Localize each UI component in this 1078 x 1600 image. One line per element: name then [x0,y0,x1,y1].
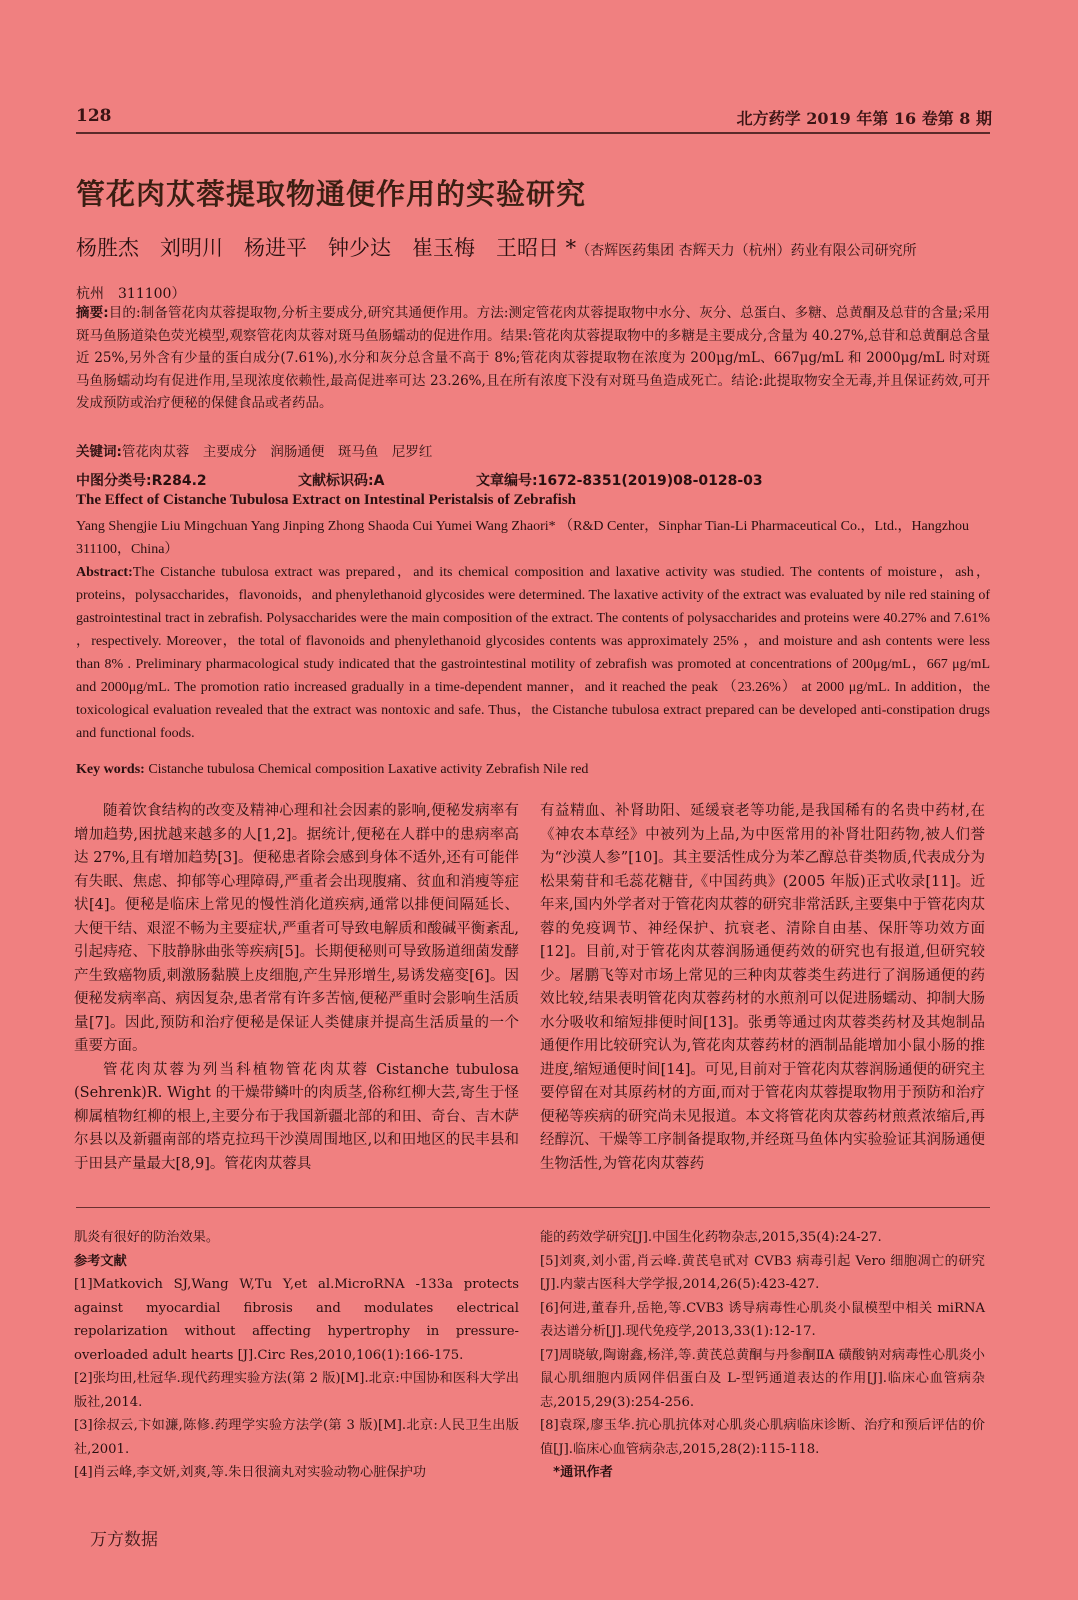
english-authors: Yang Shengjie Liu Mingchuan Yang Jinping Zhong Shaoda Cui Yumei Wang Zhaori* （R&D Center，Sinphar Tian-Li Pharmaceutical Co.，Ltd.，Hangzhou 311100，China） [76,519,969,557]
header-rule [76,132,990,134]
journal-header: 北方药学 2019 年第 16 卷第 8 期 [736,109,992,128]
english-keywords-text: Cistanche tubulosa Chemical composition Laxative activity Zebrafish Nile red [144,762,589,777]
reference-item: [5]刘爽,刘小雷,肖云峰.黄芪皂甙对 CVB3 病毒引起 Vero 细胞凋亡的研究[J].内蒙古医科大学学报,2014,26(5):423-427. [540,1253,985,1292]
chinese-abstract-label: 摘要: [76,305,109,321]
chinese-abstract [76,302,990,415]
corresponding-author-note: *通讯作者 [540,1465,613,1480]
english-title: The Effect of Cistanche Tubulosa Extract on Intestinal Peristalsis of Zebrafish [76,492,577,508]
body-paragraph: 随着饮食结构的改变及精神心理和社会因素的影响,便秘发病率有增加趋势,困扰越来越多的人[1,2]。据统计,便秘在人群中的患病率高达 27%,且有增加趋势[3]。便秘患者除会感到身体不适外,还有可能伴有失眠、焦虑、抑郁等心理障碍,严重者会出现腹痛、贫血和消瘦等症状[4]。便秘是临床上常见的慢性消化道疾病,通常以排便间隔延长、大便干结、艰涩不畅为主要症状,严重者可导致电解质和酸碱平衡紊乱,引起痔疮、下肢静脉曲张等疾病[5]。长期便秘则可导致肠道细菌发酵产生致癌物质,刺激肠黏膜上皮细胞,产生异形增生,易诱发癌变[6]。因便秘发病率高、病因复杂,患者常有许多苦恼,便秘严重时会影响生活质量[7]。因此,预防和治疗便秘是保证人类健康并提高生活质量的一个重要方面。 [74,803,519,1054]
references-right [540,1226,985,1485]
reference-item: [6]何进,董春升,岳艳,等.CVB3 诱导病毒性心肌炎小鼠模型中相关 miRNA 表达谱分析[J].现代免疫学,2013,33(1):12-17. [540,1300,985,1339]
chinese-keywords [76,441,990,463]
body-paragraph: 管花肉苁蓉为列当科植物管花肉苁蓉 Cistanche tubulosa (Sehrenk)R. Wight 的干燥带鳞叶的肉质茎,俗称红柳大芸,寄生于怪柳属植物红柳的根上,主要分布于我国新疆北部的和田、奇台、吉木萨尔县以及新疆南部的塔克拉玛干沙漠周围地区,以和田地区的民丰县和于田县产量最大[8,9]。管花肉苁蓉具 [74,1061,519,1172]
reference-item: [8]袁琛,廖玉华.抗心肌抗体对心肌炎心肌病临床诊断、治疗和预后评估的价值[J].临床心血管病杂志,2015,28(2):115-118. [540,1418,985,1457]
english-keywords [76,762,990,778]
body-left-column [74,800,519,1176]
references-heading: 参考文献 [74,1253,127,1269]
chinese-keywords-text: 管花肉苁蓉 主要成分 润肠通便 斑马鱼 尼罗红 [121,444,433,460]
author-names: 杨胜杰 刘明川 杨进平 钟少达 崔玉梅 王昭日 * [76,236,577,260]
reference-item: [1]Matkovich SJ,Wang W,Tu Y,et al.MicroRNA -133a protects against myocardial fibrosis and modulates electrical repolarization without affecting hypertrophy in pressure-overloaded adult hearts [J].Circ Res,2010,106(1):166-175. [74,1277,519,1363]
reference-item: [7]周晓敏,陶谢鑫,杨洋,等.黄芪总黄酮与丹参酮ⅡA 磺酸钠对病毒性心肌炎小鼠心肌细胞内质网伴侣蛋白及 L-型钙通道表达的作用[J].临床心血管病杂志,2015,29(3):254-256. [540,1347,985,1410]
body-right-column [540,800,985,1176]
reference-item: [2]张均田,杜冠华.现代药理实验方法(第 2 版)[M].北京:中国协和医科大学出版社,2014. [74,1371,519,1410]
body-paragraph: 有益精血、补肾助阳、延缓衰老等功能,是我国稀有的名贵中药材,在《神农本草经》中被列为上品,为中医常用的补肾壮阳药物,被人们誉为“沙漠人参”[10]。其主要活性成分为苯乙醇总苷类物质,代表成分为松果菊苷和毛蕊花糖苷,《中国药典》(2005 年版)正式收录[11]。近年来,国内外学者对于管花肉苁蓉的研究非常活跃,主要集中于管花肉苁蓉的免疫调节、神经保护、抗衰老、清除自由基、保肝等功效方面[12]。目前,对于管花肉苁蓉润肠通便药效的研究也有报道,但研究较少。屠鹏飞等对市场上常见的三种肉苁蓉类生药进行了润肠通便的药效比较,结果表明管花肉苁蓉药材的水煎剂可以促进肠蠕动、抑制大肠水分吸收和缩短排便时间[13]。张勇等通过肉苁蓉类药材及其炮制品通便作用比较研究认为,管花肉苁蓉药材的酒制品能增加小鼠小肠的推进度,缩短通便时间[14]。可见,目前对于管花肉苁蓉润肠通便的研究主要停留在对其原药材的方面,而对于管花肉苁蓉提取物用于预防和治疗便秘等疾病的研究尚未见报道。本文将管花肉苁蓉药材煎煮浓缩后,再经醇沉、干燥等工序制备提取物,并经斑马鱼体内实验验证其润肠通便生物活性,为管花肉苁蓉药 [540,803,985,1172]
page-number: 128 [76,106,112,126]
article-number: 文章编号:1672-8351(2019)08-0128-03 [476,473,763,489]
english-keywords-label: Key words: [76,762,145,777]
document-code: 文献标识码:A [298,473,385,489]
watermark: 万方数据 [90,1530,158,1550]
reference-item: 能的药效学研究[J].中国生化药物杂志,2015,35(4):24-27. [540,1230,882,1245]
references-left [74,1226,519,1485]
chinese-keywords-label: 关键词: [76,444,122,460]
english-abstract [76,561,990,745]
author-city: 杭州 311100） [76,286,186,302]
author-affiliation: （杏辉医药集团 杏辉天力（杭州）药业有限公司研究所 [576,243,917,259]
chinese-abstract-text: 目的:制备管花肉苁蓉提取物,分析主要成分,研究其通便作用。方法:测定管花肉苁蓉提取物中水分、灰分、总蛋白、多糖、总黄酮及总苷的含量;采用斑马鱼肠道染色荧光模型,观察管花肉苁蓉对斑马鱼肠蠕动的促进作用。结果:管花肉苁蓉提取物中的多糖是主要成分,含量为 40.27%,总苷和总黄酮总含量近 25%,另外含有少量的蛋白成分(7.61%),水分和灰分总含量不高于 8%;管花肉苁蓉提取物在浓度为 200μg/mL、667μg/mL 和 2000μg/mL 时对斑马鱼肠蠕动均有促进作用,呈现浓度依赖性,最高促进率可达 23.26%,且在所有浓度下没有对斑马鱼造成死亡。结论:此提取物安全无毒,并且保证药效,可开发成预防或治疗便秘的保健食品或者药品。 [76,305,990,411]
continued-line: 肌炎有很好的防治效果。 [74,1230,220,1245]
reference-item: [3]徐叔云,卞如濂,陈修.药理学实验方法学(第 3 版)[M].北京:人民卫生出版社,2001. [74,1418,519,1457]
english-abstract-label: Abstract: [76,565,133,580]
section-rule [76,1207,990,1208]
english-abstract-text: The Cistanche tubulosa extract was prepared，and its chemical composition and laxative activity was studied. The contents of moisture，ash，proteins，polysaccharides，flavonoids，and phenylethanoid glycosides were determined. The laxative activity of the extract was evaluated by nile red staining of gastrointestinal tract in zebrafish. Polysaccharides were the main composition of the extract. The contents of polysaccharides and proteins were 40.27% and 7.61% ，respectively. Moreover，the total of flavonoids and phenylethanoid glycosides contents was approximately 25% ，and moisture and ash contents were less than 8% . Preliminary pharmacological study indicated that the gastrointestinal motility of zebrafish was promoted at concentrations of 200μg/mL，667 μg/mL and 2000μg/mL. The promotion ratio increased gradually in a time-dependent manner，and it reached the peak （23.26%） at 2000 μg/mL. In addition，the toxicological evaluation revealed that the extract was nontoxic and safe. Thus，the Cistanche tubulosa extract prepared can be developed anti-constipation drugs and functional foods. [76,565,990,741]
clc-number: 中图分类号:R284.2 [76,473,207,489]
article-title: 管花肉苁蓉提取物通便作用的实验研究 [76,177,587,211]
reference-item: [4]肖云峰,李文妍,刘爽,等.朱日很滴丸对实验动物心脏保护功 [74,1465,426,1480]
